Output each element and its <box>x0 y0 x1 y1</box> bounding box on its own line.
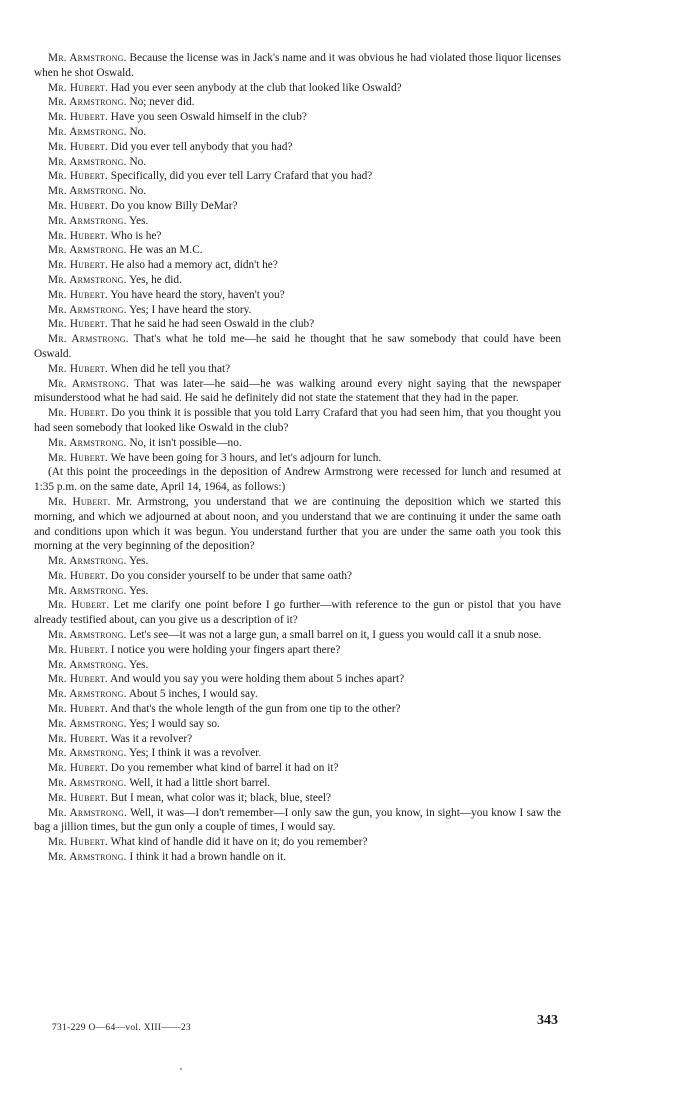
speaker-name: Mr. Armstrong. <box>48 851 127 864</box>
speaker-name: Mr. Hubert. <box>48 451 108 464</box>
spoken-text: Mr. Armstrong, you understand that we are continuing the deposition which we started this morning, and which we adjourned at about noon, and you understand that we are continuing it under the same oath and conditions upon which it was begun. You understand further that you are under the same oath you took this morning at the very beginning of the deposition? <box>34 495 561 553</box>
spoken-text: We have been going for 3 hours, and let's adjourn for lunch. <box>110 451 382 464</box>
spoken-text: Yes. <box>129 214 149 227</box>
speaker-name: Mr. Armstrong. <box>48 155 127 168</box>
spoken-text: Yes; I would say so. <box>129 717 220 730</box>
spoken-text: Yes. <box>129 658 149 671</box>
deposition-transcript <box>34 51 561 865</box>
speaker-name: Mr. Armstrong. <box>48 244 127 257</box>
testimony-paragraph <box>34 110 561 125</box>
testimony-paragraph <box>34 761 561 776</box>
speaker-name: Mr. Armstrong. <box>48 333 129 346</box>
spoken-text: What kind of handle did it have on it; do you remember? <box>110 836 368 849</box>
spoken-text: That's what he told me—he said he thought that he saw somebody that could have been Oswald. <box>34 333 561 360</box>
spoken-text: No. <box>129 185 147 198</box>
speaker-name: Mr. Armstrong. <box>48 806 127 819</box>
speaker-name: Mr. Hubert. <box>48 495 111 508</box>
spoken-text: That he said he had seen Oswald in the club? <box>110 318 315 331</box>
page-number: 343 <box>537 1013 558 1028</box>
speaker-name: Mr. Armstrong. <box>48 96 127 109</box>
testimony-paragraph <box>34 776 561 791</box>
spoken-text: He was an M.C. <box>129 244 203 257</box>
testimony-paragraph <box>34 554 561 569</box>
spoken-text: And would you say you were holding them about 5 inches apart? <box>110 673 405 686</box>
spoken-text: But I mean, what color was it; black, blue, steel? <box>110 791 332 804</box>
testimony-paragraph <box>34 495 561 554</box>
testimony-paragraph <box>34 658 561 673</box>
speaker-name: Mr. Armstrong. <box>48 688 127 701</box>
speaker-name: Mr. Hubert. <box>48 170 108 183</box>
spoken-text: Do you remember what kind of barrel it had on it? <box>110 762 339 775</box>
speaker-name: Mr. Hubert. <box>48 407 109 420</box>
spoken-text: Because the license was in Jack's name and it was obvious he had violated those liquor licenses when he shot Oswald. <box>34 52 561 79</box>
spoken-text: Do you know Billy DeMar? <box>110 199 238 212</box>
spoken-text: Yes; I think it was a revolver. <box>129 747 262 760</box>
speaker-name: Mr. Hubert. <box>48 229 108 242</box>
speaker-name: Mr. Hubert. <box>48 362 108 375</box>
speaker-name: Mr. Hubert. <box>48 259 108 272</box>
testimony-paragraph <box>34 332 561 362</box>
testimony-paragraph <box>34 243 561 258</box>
testimony-paragraph <box>34 51 561 81</box>
testimony-paragraph <box>34 377 561 407</box>
spoken-text: You have heard the story, haven't you? <box>110 288 285 301</box>
speaker-name: Mr. Hubert. <box>48 199 108 212</box>
speaker-name: Mr. Hubert. <box>48 288 108 301</box>
spoken-text: Well, it was—I don't remember—I only saw the gun, you know, in sight—you know I saw the bag a jillion times, but the gun only a couple of times, I would say. <box>34 806 561 834</box>
testimony-paragraph <box>34 273 561 288</box>
spoken-text: I notice you were holding your fingers apart there? <box>110 643 341 656</box>
testimony-paragraph <box>34 214 561 229</box>
spoken-text: And that's the whole length of the gun from one tip to the other? <box>110 703 401 716</box>
speaker-name: Mr. Armstrong. <box>48 717 127 730</box>
speaker-name: Mr. Hubert. <box>48 791 108 804</box>
testimony-paragraph <box>34 850 561 865</box>
spoken-text: Did you ever tell anybody that you had? <box>110 140 293 153</box>
testimony-paragraph <box>34 406 561 436</box>
spoken-text: No. <box>129 125 147 138</box>
testimony-paragraph <box>34 598 561 628</box>
speaker-name: Mr. Hubert. <box>48 318 108 331</box>
speaker-name: Mr. Armstrong. <box>48 777 127 790</box>
spoken-text: He also had a memory act, didn't he? <box>110 259 278 272</box>
spoken-text: That was later—he said—he was walking around every night saying that the newspaper misunderstood what he had said. He said he definitely did not state the statement that they had in the paper. <box>34 377 561 405</box>
testimony-paragraph <box>34 81 561 96</box>
testimony-paragraph <box>34 806 561 836</box>
speaker-name: Mr. Hubert. <box>48 703 108 716</box>
speaker-name: Mr. Hubert. <box>48 673 108 686</box>
spoken-text: Let me clarify one point before I go further—with reference to the gun or pistol that you have already testified about, can you give us a description of it? <box>34 599 561 627</box>
testimony-paragraph <box>34 643 561 658</box>
spoken-text: Yes; I have heard the story. <box>129 303 252 316</box>
testimony-paragraph <box>34 451 561 466</box>
testimony-paragraph <box>34 288 561 303</box>
speaker-name: Mr. Hubert. <box>48 762 108 775</box>
testimony-paragraph <box>34 717 561 732</box>
spoken-text: Have you seen Oswald himself in the club? <box>110 111 307 124</box>
speaker-name: Mr. Armstrong. <box>48 214 127 227</box>
testimony-paragraph <box>34 95 561 110</box>
testimony-paragraph <box>34 155 561 170</box>
speaker-name: Mr. Armstrong. <box>48 584 127 597</box>
testimony-paragraph <box>34 317 561 332</box>
spoken-text: About 5 inches, I would say. <box>128 688 258 701</box>
speaker-name: Mr. Armstrong. <box>48 273 127 286</box>
speaker-name: Mr. Hubert. <box>48 599 110 612</box>
testimony-paragraph <box>34 436 561 451</box>
spoken-text: Do you think it is possible that you told Larry Crafard that you had seen him, that you thought you had seen somebody that looked like Oswald in the club? <box>34 407 561 434</box>
speaker-name: Mr. Armstrong. <box>48 377 130 390</box>
testimony-paragraph <box>34 303 561 318</box>
testimony-paragraph <box>34 258 561 273</box>
proceedings-note <box>34 465 561 495</box>
testimony-paragraph <box>34 140 561 155</box>
spoken-text: Had you ever seen anybody at the club that looked like Oswald? <box>110 81 402 94</box>
spoken-text: When did he tell you that? <box>110 362 231 375</box>
testimony-paragraph <box>34 628 561 643</box>
spoken-text: Was it a revolver? <box>110 732 193 745</box>
print-job-code: 731-229 O—64—vol. XIII——23 <box>52 1023 191 1033</box>
spoken-text: Let's see—it was not a large gun, a small barrel on it, I guess you would call it a snub nose. <box>129 629 542 642</box>
speaker-name: Mr. Armstrong. <box>48 125 127 138</box>
speaker-name: Mr. Hubert. <box>48 81 108 94</box>
speaker-name: Mr. Armstrong. <box>48 436 127 449</box>
testimony-paragraph <box>34 229 561 244</box>
speaker-name: Mr. Armstrong. <box>48 303 127 316</box>
scan-speck <box>180 1068 182 1070</box>
speaker-name: Mr. Hubert. <box>48 836 108 849</box>
speaker-name: Mr. Hubert. <box>48 643 108 656</box>
speaker-name: Mr. Armstrong. <box>48 747 127 760</box>
testimony-paragraph <box>34 732 561 747</box>
testimony-paragraph <box>34 584 561 599</box>
spoken-text: (At this point the proceedings in the deposition of Andrew Armstrong were recessed for lunch and resumed at 1:35 p.m. on the same date, April 14, 1964, as follows:) <box>34 466 561 494</box>
speaker-name: Mr. Armstrong. <box>48 555 127 568</box>
spoken-text: I think it had a brown handle on it. <box>129 851 287 864</box>
spoken-text: Who is he? <box>110 229 162 242</box>
testimony-paragraph <box>34 362 561 377</box>
spoken-text: No; never did. <box>129 96 195 109</box>
spoken-text: Specifically, did you ever tell Larry Crafard that you had? <box>110 170 373 183</box>
speaker-name: Mr. Hubert. <box>48 111 108 124</box>
testimony-paragraph <box>34 184 561 199</box>
speaker-name: Mr. Hubert. <box>48 140 108 153</box>
spoken-text: No, it isn't possible—no. <box>129 436 242 449</box>
testimony-paragraph <box>34 672 561 687</box>
testimony-paragraph <box>34 746 561 761</box>
testimony-paragraph <box>34 169 561 184</box>
speaker-name: Mr. Armstrong. <box>48 52 127 64</box>
spoken-text: Yes, he did. <box>129 273 182 286</box>
spoken-text: Do you consider yourself to be under that same oath? <box>110 569 353 582</box>
testimony-paragraph <box>34 199 561 214</box>
spoken-text: Yes. <box>129 584 149 597</box>
speaker-name: Mr. Hubert. <box>48 569 108 582</box>
testimony-paragraph <box>34 791 561 806</box>
speaker-name: Mr. Armstrong. <box>48 658 127 671</box>
testimony-paragraph <box>34 569 561 584</box>
spoken-text: Well, it had a little short barrel. <box>129 777 271 790</box>
speaker-name: Mr. Armstrong. <box>48 185 127 198</box>
spoken-text: Yes. <box>129 555 149 568</box>
testimony-paragraph <box>34 835 561 850</box>
speaker-name: Mr. Armstrong. <box>48 629 127 642</box>
spoken-text: No. <box>129 155 147 168</box>
testimony-paragraph <box>34 125 561 140</box>
testimony-paragraph <box>34 702 561 717</box>
testimony-paragraph <box>34 687 561 702</box>
speaker-name: Mr. Hubert. <box>48 732 108 745</box>
